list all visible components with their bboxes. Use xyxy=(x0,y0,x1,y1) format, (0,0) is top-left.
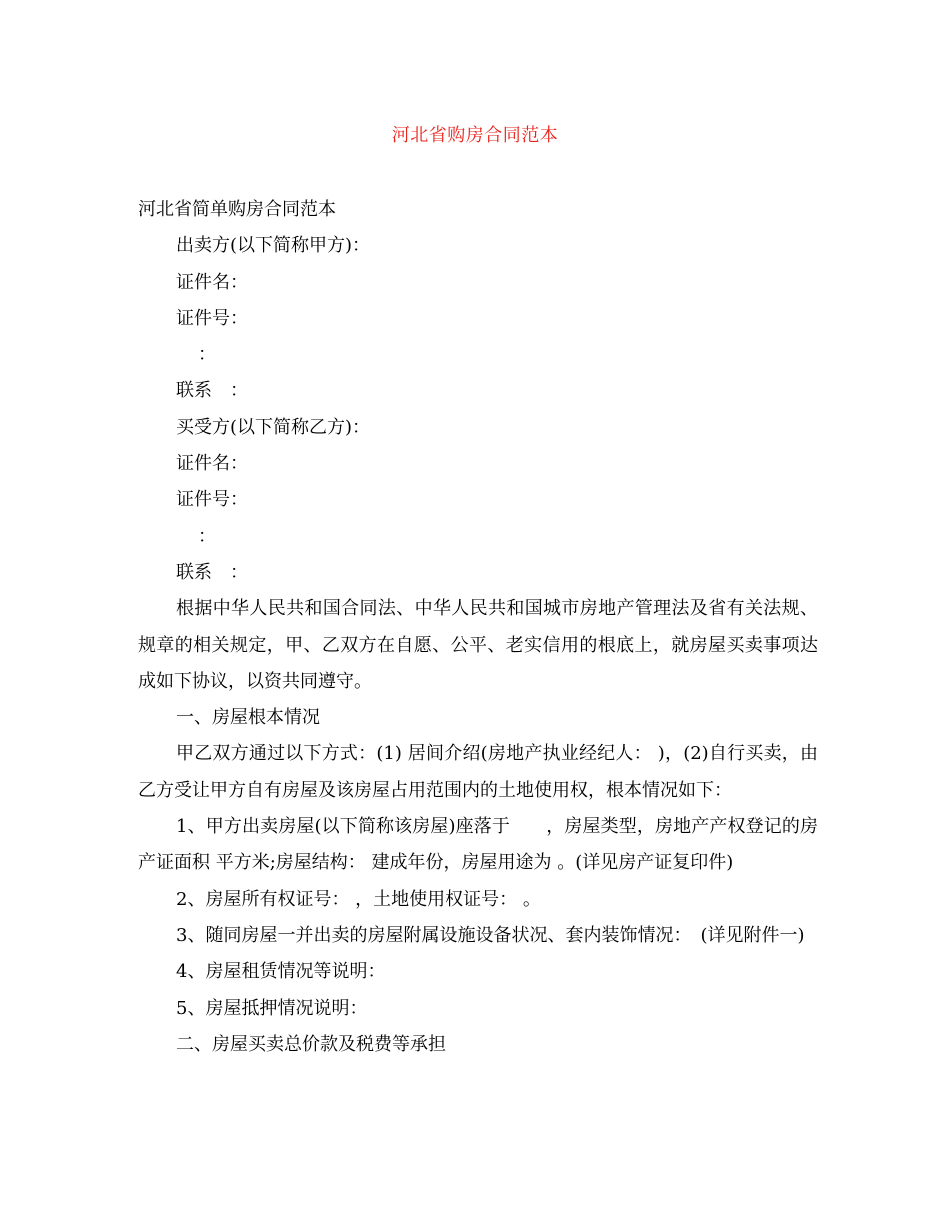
seller-contact: 联系 ： xyxy=(176,380,248,402)
clause-1-paragraph: 1、甲方出卖房屋(以下简称该房屋)座落于 ，房屋类型，房地产产权登记的房产证面积 平方米;房屋结构： 建成年份，房屋用途为 。(详见房产证复印件) xyxy=(138,816,818,874)
section-two-heading: 二、房屋买卖总价款及税费等承担 xyxy=(176,1033,446,1055)
seller-id-name: 证件名： xyxy=(176,271,248,293)
buyer-id-number: 证件号： xyxy=(176,489,248,511)
document-body xyxy=(138,192,818,1063)
subtitle-line: 河北省简单购房合同范本 xyxy=(138,199,336,220)
seller-label: 出卖方(以下简称甲方)： xyxy=(176,235,371,257)
transaction-method-paragraph: 甲乙双方通过以下方式：(1) 居间介绍(房地产执业经纪人： )，(2)自行买卖，由乙方受让甲方自有房屋及该房屋占用范围内的土地使用权，根本情况如下： xyxy=(138,743,818,801)
preamble-paragraph: 根据中华人民共和国合同法、中华人民共和国城市房地产管理法及省有关法规、规章的相关规定，甲、乙双方在自愿、公平、老实信用的根底上，就房屋买卖事项达成如下协议，以资共同遵守。 xyxy=(138,598,818,692)
clause-3-paragraph: 3、随同房屋一并出卖的房屋附属设施设备状况、套内装饰情况： (详见附件一) xyxy=(176,924,805,946)
buyer-label: 买受方(以下简称乙方)： xyxy=(176,416,371,438)
section-one-heading: 一、房屋根本情况 xyxy=(176,707,320,729)
clause-4-paragraph: 4、房屋租赁情况等说明： xyxy=(176,961,386,983)
clause-2-paragraph: 2、房屋所有权证号： ，土地使用权证号： 。 xyxy=(176,888,541,910)
clause-5-paragraph: 5、房屋抵押情况说明： xyxy=(176,997,368,1019)
buyer-blank-field: ： xyxy=(198,525,216,547)
seller-id-number: 证件号： xyxy=(176,307,248,329)
buyer-contact: 联系 ： xyxy=(176,561,248,583)
buyer-id-name: 证件名： xyxy=(176,453,248,475)
document-title: 河北省购房合同范本 xyxy=(391,125,559,146)
seller-blank-field: ： xyxy=(198,344,216,366)
